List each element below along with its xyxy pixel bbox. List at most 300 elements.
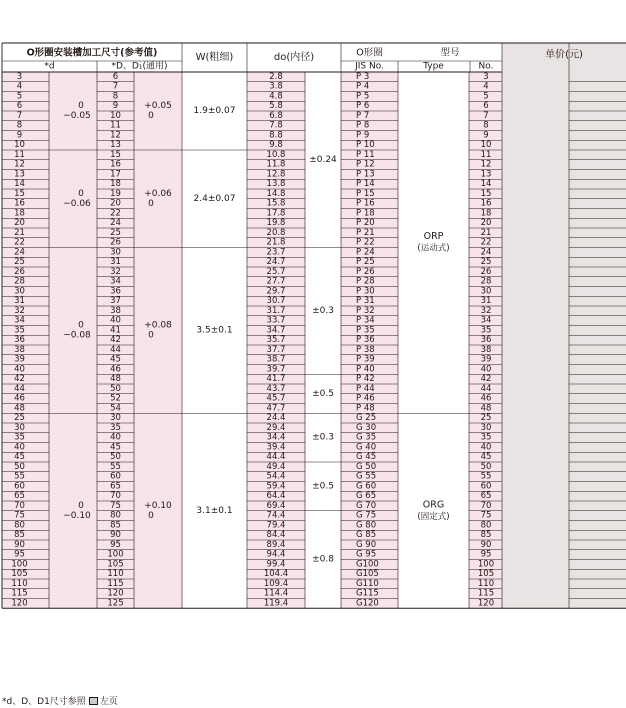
cell-D: 41 — [110, 325, 121, 336]
width-value: 2.4±0.07 — [193, 193, 236, 204]
cell-model-number: 105 — [477, 569, 495, 580]
cell-inner-diameter: 74.4 — [266, 510, 286, 521]
d-tolerance-upper: 0 — [78, 500, 84, 511]
cell-D: 12 — [110, 130, 121, 141]
cell-jis-number: P 4 — [356, 81, 370, 92]
cell-D: 30 — [110, 413, 121, 424]
cell-model-number: 39 — [480, 354, 492, 365]
cell-inner-diameter: 47.7 — [266, 403, 286, 414]
cell-D: 42 — [110, 335, 121, 346]
header-type: Type — [423, 61, 444, 72]
inner-diameter-tolerance: ±0.3 — [312, 305, 334, 316]
cell-d: 31 — [14, 296, 25, 307]
cell-inner-diameter: 34.4 — [266, 432, 286, 443]
cell-model-number: 65 — [480, 491, 492, 502]
inner-diameter-tolerance: ±0.24 — [309, 154, 337, 165]
cell-jis-number: P 9 — [356, 130, 370, 141]
cell-model-number: 32 — [480, 305, 492, 316]
cell-model-number: 110 — [477, 578, 495, 589]
cell-inner-diameter: 45.7 — [266, 393, 286, 404]
cell-jis-number: P 8 — [356, 120, 370, 131]
cell-model-number: 50 — [480, 461, 492, 472]
cell-inner-diameter: 35.7 — [266, 335, 286, 346]
header-unit-price: 单价(元) — [545, 49, 583, 61]
cell-model-number: 95 — [480, 549, 492, 560]
cell-inner-diameter: 44.4 — [266, 452, 286, 463]
inner-diameter-tolerance: ±0.8 — [312, 554, 334, 565]
cell-jis-number: G110 — [356, 578, 379, 589]
cell-jis-number: P 6 — [356, 101, 370, 112]
cell-model-number: 120 — [477, 598, 495, 609]
D-tolerance-lower: 0 — [148, 510, 154, 521]
cell-inner-diameter: 30.7 — [266, 296, 286, 307]
cell-jis-number: P 10 — [356, 140, 375, 151]
page-reference-icon — [89, 697, 98, 705]
cell-inner-diameter: 64.4 — [266, 491, 286, 502]
d-tolerance-upper: 0 — [78, 320, 84, 331]
cell-D: 11 — [110, 120, 121, 131]
cell-d: 110 — [11, 578, 28, 589]
cell-inner-diameter: 9.8 — [269, 140, 283, 151]
cell-jis-number: P 32 — [356, 305, 375, 316]
cell-D: 24 — [110, 218, 121, 229]
cell-D: 8 — [112, 91, 119, 102]
cell-D: 38 — [110, 305, 121, 316]
cell-model-number: 16 — [480, 198, 492, 209]
cell-model-number: 3 — [483, 71, 489, 82]
cell-inner-diameter: 8.8 — [269, 130, 283, 141]
cell-model-number: 40 — [480, 364, 492, 375]
cell-jis-number: G 90 — [356, 539, 377, 550]
header-D: *D、D₁(通用) — [111, 61, 168, 72]
cell-d: 50 — [14, 461, 25, 472]
cell-inner-diameter: 59.4 — [266, 481, 286, 492]
header-groove-dimensions: O形圈安装槽加工尺寸(参考值) — [26, 47, 158, 59]
cell-d: 42 — [14, 374, 25, 385]
cell-D: 44 — [110, 344, 121, 355]
cell-D: 16 — [110, 159, 121, 170]
cell-inner-diameter: 4.8 — [269, 91, 283, 102]
cell-jis-number: P 20 — [356, 218, 375, 229]
cell-model-number: 15 — [480, 188, 492, 199]
cell-inner-diameter: 29.7 — [266, 286, 286, 297]
cell-jis-number: G 60 — [356, 481, 377, 492]
cell-d: 85 — [14, 530, 25, 541]
cell-jis-number: P 12 — [356, 159, 375, 170]
cell-model-number: 18 — [480, 208, 492, 219]
cell-D: 13 — [110, 140, 121, 151]
cell-inner-diameter: 2.8 — [269, 71, 283, 82]
cell-D: 6 — [112, 71, 119, 82]
D-tolerance-lower: 0 — [148, 330, 154, 341]
cell-model-number: 38 — [480, 344, 492, 355]
cell-d: 30 — [14, 286, 25, 297]
cell-D: 30 — [110, 247, 121, 258]
cell-model-number: 115 — [477, 588, 495, 599]
cell-inner-diameter: 7.8 — [269, 120, 283, 131]
cell-d: 11 — [14, 149, 25, 160]
cell-D: 65 — [110, 481, 121, 492]
cell-jis-number: P 16 — [356, 198, 375, 209]
cell-inner-diameter: 109.4 — [263, 578, 289, 589]
cell-model-number: 20 — [480, 218, 492, 229]
cell-d: 25 — [14, 257, 25, 268]
cell-D: 70 — [110, 491, 121, 502]
cell-jis-number: P 26 — [356, 266, 375, 277]
cell-inner-diameter: 5.8 — [269, 101, 283, 112]
cell-d: 12 — [14, 159, 25, 170]
cell-D: 19 — [110, 188, 121, 199]
D-tolerance-upper: +0.06 — [144, 188, 172, 199]
cell-jis-number: G 50 — [356, 461, 377, 472]
cell-D: 55 — [110, 461, 121, 472]
header-jis-number: JIS No. — [355, 61, 384, 72]
header-oring: O形圈 — [356, 47, 383, 59]
cell-model-number: 80 — [480, 520, 492, 531]
cell-jis-number: G 55 — [356, 471, 377, 482]
cell-inner-diameter: 12.8 — [266, 169, 286, 180]
cell-d: 45 — [14, 452, 25, 463]
cell-jis-number: P 34 — [356, 315, 375, 326]
cell-d: 10 — [14, 140, 25, 151]
cell-model-number: 24 — [480, 247, 492, 258]
cell-inner-diameter: 13.8 — [266, 179, 286, 190]
cell-D: 18 — [110, 179, 121, 190]
cell-jis-number: P 40 — [356, 364, 375, 375]
cell-D: 75 — [110, 500, 121, 511]
cell-model-number: 26 — [480, 266, 492, 277]
cell-inner-diameter: 38.7 — [266, 354, 286, 365]
cell-d: 15 — [14, 188, 25, 199]
cell-jis-number: P 36 — [356, 335, 375, 346]
cell-D: 37 — [110, 296, 121, 307]
cell-d: 38 — [14, 344, 25, 355]
cell-model-number: 22 — [480, 237, 492, 248]
d-tolerance-lower: −0.08 — [63, 330, 91, 341]
cell-inner-diameter: 25.7 — [266, 266, 286, 277]
cell-D: 50 — [110, 452, 121, 463]
cell-D: 40 — [110, 315, 121, 326]
type-description: (固定式) — [417, 511, 450, 522]
header-model: 型号 — [440, 47, 460, 59]
cell-jis-number: G 95 — [356, 549, 377, 560]
d-tolerance-upper: 0 — [78, 188, 84, 199]
cell-D: 115 — [107, 578, 124, 589]
type-description: (运动式) — [417, 243, 450, 254]
cell-inner-diameter: 114.4 — [263, 588, 289, 599]
cell-jis-number: P 28 — [356, 276, 375, 287]
cell-D: 45 — [110, 442, 121, 453]
cell-jis-number: P 18 — [356, 208, 375, 219]
cell-jis-number: G 45 — [356, 452, 377, 463]
inner-diameter-tolerance: ±0.5 — [312, 481, 334, 492]
cell-d: 40 — [14, 442, 25, 453]
cell-jis-number: P 48 — [356, 403, 375, 414]
cell-model-number: 31 — [480, 296, 492, 307]
cell-d: 90 — [14, 539, 25, 550]
cell-model-number: 45 — [480, 452, 492, 463]
cell-D: 48 — [110, 374, 121, 385]
cell-D: 31 — [110, 257, 121, 268]
cell-inner-diameter: 24.7 — [266, 257, 286, 268]
cell-jis-number: P 46 — [356, 393, 375, 404]
cell-inner-diameter: 69.4 — [266, 500, 286, 511]
d-tolerance-lower: −0.05 — [63, 111, 91, 121]
cell-inner-diameter: 89.4 — [266, 539, 286, 550]
cell-D: 110 — [107, 569, 124, 580]
cell-jis-number: G100 — [356, 559, 379, 570]
price-shading — [502, 43, 569, 608]
cell-d: 65 — [14, 491, 25, 502]
cell-model-number: 13 — [480, 169, 492, 180]
cell-d: 22 — [14, 237, 25, 248]
cell-inner-diameter: 19.8 — [266, 218, 286, 229]
cell-model-number: 60 — [480, 481, 492, 492]
cell-D: 32 — [110, 266, 121, 277]
cell-model-number: 8 — [483, 120, 489, 131]
cell-model-number: 35 — [480, 325, 492, 336]
cell-jis-number: P 7 — [356, 110, 370, 121]
cell-model-number: 7 — [483, 110, 489, 121]
cell-model-number: 30 — [480, 286, 492, 297]
D-tolerance-lower: 0 — [148, 111, 154, 121]
cell-d: 80 — [14, 520, 25, 531]
cell-model-number: 100 — [477, 559, 495, 570]
cell-d: 75 — [14, 510, 25, 521]
cell-d: 55 — [14, 471, 25, 482]
cell-model-number: 90 — [480, 539, 492, 550]
cell-inner-diameter: 84.4 — [266, 530, 286, 541]
D-tolerance-upper: +0.08 — [144, 320, 172, 331]
cell-d: 60 — [14, 481, 25, 492]
cell-d: 3 — [16, 71, 23, 82]
inner-diameter-tolerance: ±0.5 — [312, 388, 334, 399]
footnote-text: *d、D、D1尺寸参照 — [2, 697, 86, 707]
cell-d: 21 — [14, 227, 25, 238]
cell-inner-diameter: 39.7 — [266, 364, 286, 375]
cell-inner-diameter: 3.8 — [269, 81, 283, 92]
header-d: *d — [44, 61, 55, 72]
cell-D: 105 — [107, 559, 124, 570]
cell-jis-number: P 39 — [356, 354, 375, 365]
cell-model-number: 10 — [480, 140, 492, 151]
cell-d: 34 — [14, 315, 25, 326]
cell-model-number: 25 — [480, 257, 492, 268]
cell-jis-number: P 25 — [356, 257, 375, 268]
cell-D: 52 — [110, 393, 121, 404]
cell-jis-number: P 44 — [356, 383, 375, 394]
cell-D: 10 — [110, 110, 121, 121]
cell-inner-diameter: 24.4 — [266, 413, 286, 424]
cell-model-number: 36 — [480, 335, 492, 346]
cell-d: 14 — [14, 179, 25, 190]
cell-jis-number: P 31 — [356, 296, 375, 307]
cell-inner-diameter: 94.4 — [266, 549, 286, 560]
width-value: 1.9±0.07 — [193, 106, 236, 116]
header-inner-diameter: do(内径) — [273, 52, 315, 63]
cell-D: 95 — [110, 539, 121, 550]
cell-inner-diameter: 14.8 — [266, 188, 286, 199]
cell-D: 17 — [110, 169, 121, 180]
cell-model-number: 9 — [483, 130, 489, 141]
cell-jis-number: G 75 — [356, 510, 377, 521]
cell-D: 36 — [110, 286, 121, 297]
cell-jis-number: P 38 — [356, 344, 375, 355]
cell-jis-number: P 42 — [356, 374, 375, 385]
cell-d: 7 — [16, 110, 23, 121]
cell-d: 44 — [14, 383, 25, 394]
cell-jis-number: G 35 — [356, 432, 377, 443]
cell-D: 35 — [110, 422, 121, 433]
cell-jis-number: P 22 — [356, 237, 375, 248]
cell-jis-number: G120 — [356, 598, 379, 609]
cell-inner-diameter: 21.8 — [266, 237, 286, 248]
cell-jis-number: G 30 — [356, 422, 377, 433]
cell-d: 8 — [16, 120, 23, 131]
inner-diameter-tolerance: ±0.3 — [312, 432, 334, 443]
cell-model-number: 70 — [480, 500, 492, 511]
cell-jis-number: G 65 — [356, 491, 377, 502]
cell-model-number: 14 — [480, 179, 492, 190]
cell-D: 40 — [110, 432, 121, 443]
cell-jis-number: P 15 — [356, 188, 375, 199]
cell-model-number: 28 — [480, 276, 492, 287]
cell-jis-number: G 80 — [356, 520, 377, 531]
cell-D: 54 — [110, 403, 121, 414]
cell-inner-diameter: 11.8 — [266, 159, 286, 170]
cell-jis-number: P 3 — [356, 71, 370, 82]
cell-model-number: 46 — [480, 393, 492, 404]
cell-inner-diameter: 27.7 — [266, 276, 286, 287]
cell-jis-number: P 14 — [356, 179, 375, 190]
type-code: ORG — [422, 499, 445, 511]
cell-model-number: 55 — [480, 471, 492, 482]
cell-inner-diameter: 39.4 — [266, 442, 286, 453]
cell-model-number: 30 — [480, 422, 492, 433]
cell-jis-number: G 40 — [356, 442, 377, 453]
cell-inner-diameter: 104.4 — [263, 569, 289, 580]
cell-inner-diameter: 34.7 — [266, 325, 286, 336]
cell-d: 30 — [14, 422, 25, 433]
cell-jis-number: P 11 — [356, 149, 375, 160]
cell-inner-diameter: 33.7 — [266, 315, 286, 326]
cell-inner-diameter: 99.4 — [266, 559, 286, 570]
cell-d: 39 — [14, 354, 25, 365]
cell-d: 20 — [14, 218, 25, 229]
dimension-shading — [2, 72, 182, 608]
d-tolerance-upper: 0 — [78, 101, 84, 111]
width-value: 3.5±0.1 — [196, 325, 233, 336]
header-width: W(粗细) — [195, 52, 234, 63]
cell-D: 60 — [110, 471, 121, 482]
cell-inner-diameter: 31.7 — [266, 305, 286, 316]
cell-D: 90 — [110, 530, 121, 541]
cell-jis-number: P 35 — [356, 325, 375, 336]
cell-jis-number: P 24 — [356, 247, 375, 258]
cell-d: 6 — [16, 101, 23, 112]
cell-d: 46 — [14, 393, 25, 404]
cell-d: 115 — [11, 588, 28, 599]
cell-D: 26 — [110, 237, 121, 248]
cell-D: 100 — [107, 549, 124, 560]
cell-D: 25 — [110, 227, 121, 238]
cell-jis-number: P 21 — [356, 227, 375, 238]
D-tolerance-upper: +0.10 — [144, 500, 172, 511]
cell-D: 7 — [112, 81, 119, 92]
cell-D: 80 — [110, 510, 121, 521]
cell-model-number: 4 — [483, 81, 489, 92]
cell-D: 15 — [110, 149, 121, 160]
cell-inner-diameter: 119.4 — [263, 598, 289, 609]
cell-jis-number: G 85 — [356, 530, 377, 541]
cell-model-number: 85 — [480, 530, 492, 541]
cell-model-number: 35 — [480, 432, 492, 443]
header-model-number: No. — [478, 61, 494, 72]
cell-model-number: 11 — [480, 149, 492, 160]
cell-inner-diameter: 10.8 — [266, 149, 286, 160]
cell-D: 34 — [110, 276, 121, 287]
cell-jis-number: G 70 — [356, 500, 377, 511]
cell-model-number: 25 — [480, 413, 492, 424]
cell-d: 13 — [14, 169, 25, 180]
cell-d: 5 — [16, 91, 23, 102]
footnote — [2, 694, 118, 707]
cell-inner-diameter: 29.4 — [266, 422, 286, 433]
cell-model-number: 48 — [480, 403, 492, 414]
cell-d: 70 — [14, 500, 25, 511]
cell-inner-diameter: 79.4 — [266, 520, 286, 531]
cell-D: 46 — [110, 364, 121, 375]
cell-D: 125 — [107, 598, 124, 609]
type-code: ORP — [423, 231, 444, 243]
cell-inner-diameter: 20.8 — [266, 227, 286, 238]
cell-d: 105 — [11, 569, 28, 580]
cell-d: 9 — [16, 130, 23, 141]
cell-inner-diameter: 54.4 — [266, 471, 286, 482]
d-tolerance-lower: −0.06 — [63, 198, 91, 209]
cell-d: 40 — [14, 364, 25, 375]
cell-inner-diameter: 37.7 — [266, 344, 286, 355]
cell-d: 24 — [14, 247, 25, 258]
cell-jis-number: G115 — [356, 588, 379, 599]
cell-inner-diameter: 6.8 — [269, 110, 283, 121]
cell-jis-number: G105 — [356, 569, 379, 580]
cell-model-number: 34 — [480, 315, 492, 326]
cell-model-number: 21 — [480, 227, 492, 238]
cell-model-number: 75 — [480, 510, 492, 521]
cell-d: 100 — [11, 559, 28, 570]
cell-D: 9 — [112, 101, 119, 112]
cell-d: 16 — [14, 198, 25, 209]
cell-d: 95 — [14, 549, 25, 560]
cell-D: 22 — [110, 208, 121, 219]
D-tolerance-lower: 0 — [148, 198, 154, 209]
cell-inner-diameter: 43.7 — [266, 383, 286, 394]
width-value: 3.1±0.1 — [196, 505, 233, 516]
cell-D: 85 — [110, 520, 121, 531]
cell-jis-number: P 5 — [356, 91, 370, 102]
cell-d: 35 — [14, 325, 25, 336]
cell-inner-diameter: 41.7 — [266, 374, 286, 385]
cell-inner-diameter: 15.8 — [266, 198, 286, 209]
cell-model-number: 44 — [480, 383, 492, 394]
cell-jis-number: P 30 — [356, 286, 375, 297]
cell-d: 48 — [14, 403, 25, 414]
cell-D: 50 — [110, 383, 121, 394]
cell-model-number: 42 — [480, 374, 492, 385]
cell-d: 26 — [14, 266, 25, 277]
cell-d: 4 — [16, 81, 23, 92]
